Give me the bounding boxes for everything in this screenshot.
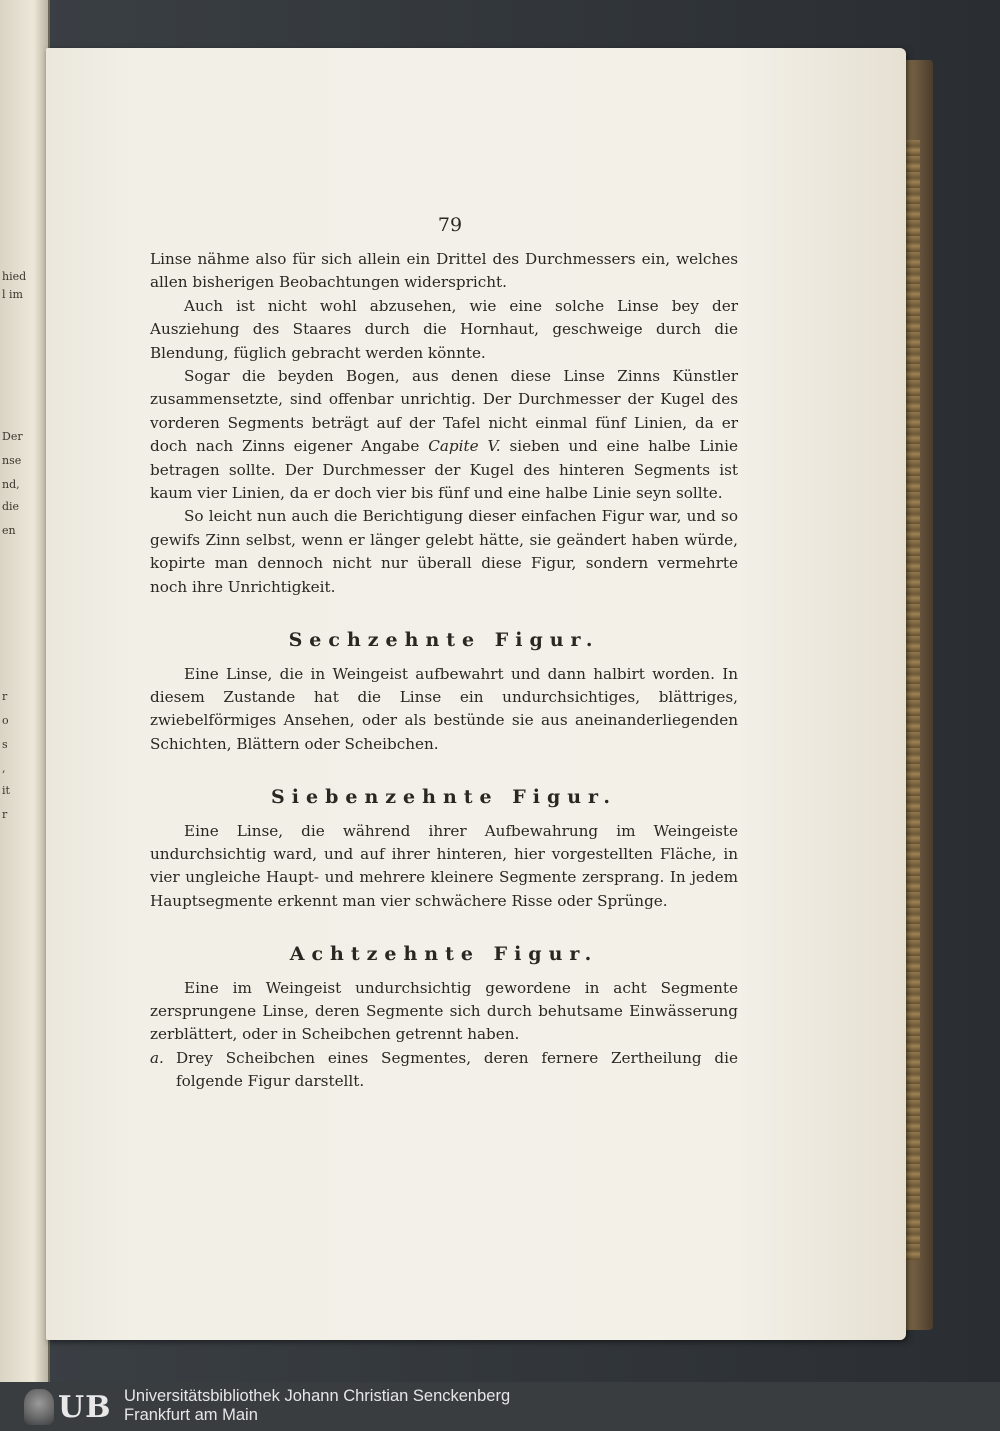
section-heading: Sechzehnte Figur.: [288, 629, 600, 652]
footer-bar: [0, 1382, 1000, 1431]
section-heading: Achtzehnte Figur.: [289, 943, 599, 966]
left-page-fragment: en: [2, 524, 16, 537]
left-page-fragment: r: [2, 690, 8, 703]
left-facing-page: [0, 0, 50, 1382]
paragraph: Eine im Weingeist undurchsichtig gewordene in acht Segmente zersprungene Linse, deren Segmente sich durch behutsame Einwässerung zerblättert, oder in Scheibchen getrennt haben.: [150, 978, 738, 1044]
item-text: Drey Scheibchen eines Segmentes, deren fernere Zertheilung die folgende Figur darstellt.: [176, 1048, 738, 1091]
left-page-fragment: hied: [2, 270, 27, 283]
section-heading: Siebenzehnte Figur.: [271, 786, 617, 809]
library-name: [124, 1387, 510, 1425]
left-page-fragment: s: [2, 738, 8, 751]
left-page-fragment: r: [2, 808, 8, 821]
library-name-line2: Frankfurt am Main: [124, 1406, 258, 1424]
list-item: [150, 1047, 738, 1094]
item-marker: a.: [150, 1048, 164, 1067]
paragraph: So leicht nun auch die Berichtigung dieser einfachen Figur war, und so gewifs Zinn selbst, wenn er länger gelebt hätte, sie geändert haben würde, kopirte man dennoch nicht nur überall diese Figur, sondern vermehrte noch ihre Unrichtigkeit.: [150, 507, 738, 596]
citation-emphasis: Capite V.: [428, 437, 501, 456]
cover-ornament: [906, 140, 920, 1260]
library-logo[interactable]: [24, 1388, 112, 1426]
paragraph-text: Sogar die beyden Bogen, aus denen diese Linse Zinns Künstler zusammensetzte, sind offenbar unrichtig. Der Durchmesser der Kugel des vorderen Segments beträgt auf der Tafel nicht einmal fünf Linien, da er doch nach Zinns eigener Angabe: [150, 367, 738, 456]
left-page-fragment: die: [2, 500, 20, 513]
left-page-fragment: o: [2, 714, 9, 727]
left-page-fragment: ,: [2, 762, 6, 775]
left-page-fragment: Der: [2, 430, 23, 443]
library-name-line1: Universitätsbibliothek Johann Christian Senckenberg: [124, 1387, 511, 1405]
portrait-icon: [24, 1389, 54, 1425]
paragraph: Auch ist nicht wohl abzusehen, wie eine solche Linse bey der Ausziehung des Staares durch die Hornhaut, geschweige durch die Blendung, füglich gebracht werden könnte.: [150, 296, 738, 362]
logo-text: UB: [58, 1389, 112, 1425]
left-page-fragment: l im: [2, 288, 23, 301]
page-number: 79: [437, 214, 463, 236]
left-page-fragment: it: [2, 784, 10, 797]
left-page-fragment: nse: [2, 454, 22, 467]
paragraph: Eine Linse, die während ihrer Aufbewahrung im Weingeiste undurchsichtig ward, und auf ihrer hinteren, hier vorgestellten Fläche, in vier ungleiche Haupt- und mehrere kleinere Segmente zersprang. In jedem Hauptsegmente erkennt man vier schwächere Risse oder Sprünge.: [150, 821, 738, 910]
paragraph: [150, 365, 738, 505]
page-text: [150, 248, 738, 1094]
paragraph: Linse nähme also für sich allein ein Drittel des Durchmessers ein, welches allen bisherigen Beobachtungen widerspricht.: [150, 250, 738, 292]
paragraph-text: sieben und eine halbe Linie betragen sollte. Der Durchmesser der Kugel des hinteren Segments ist kaum vier Linien, da er doch vier bis fünf und eine halbe Linie seyn sollte.: [150, 437, 738, 503]
left-page-fragment: nd,: [2, 478, 20, 491]
paragraph: Eine Linse, die in Weingeist aufbewahrt und dann halbirt worden. In diesem Zustande hat die Linse ein undurchsichtiges, blättriges, zwiebelförmiges Ansehen, oder als bestünde sie aus aneinanderliegenden Schichten, Blättern oder Scheibchen.: [150, 664, 738, 753]
